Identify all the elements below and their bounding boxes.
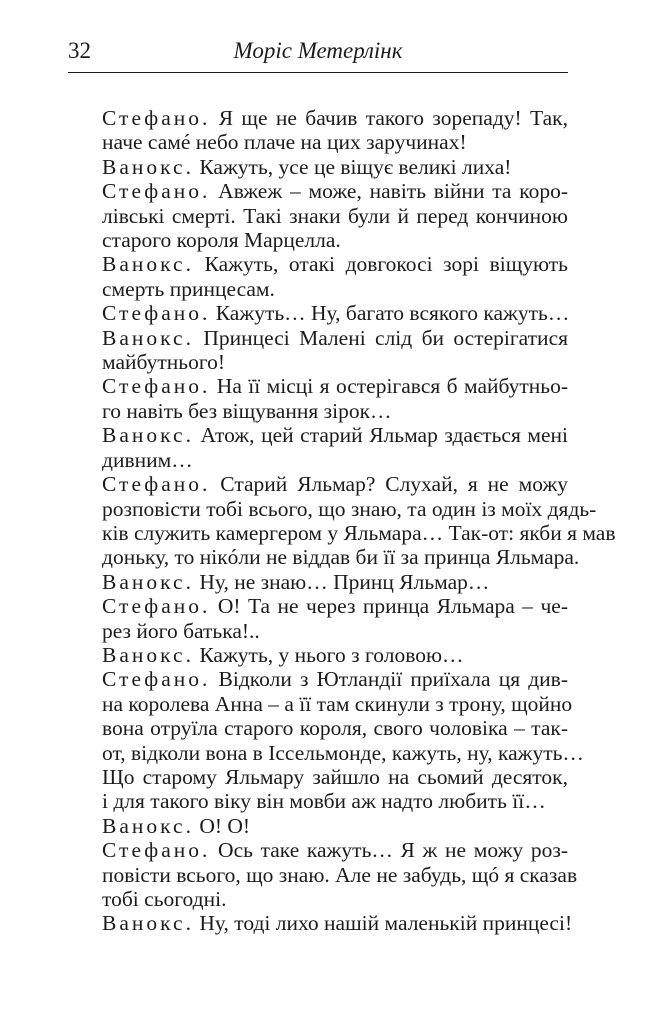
- text-line: [68, 765, 568, 789]
- speaker-name: Ванокс.: [102, 154, 194, 179]
- line-text: лівські смерті. Такі знаки були й перед кончиною: [102, 203, 568, 228]
- dialogue-paragraph: [68, 838, 578, 911]
- dialogue-paragraph: [68, 570, 568, 594]
- text-line: [68, 301, 568, 325]
- line-text: Авжеж – може, навіть війни та коро-: [218, 179, 568, 204]
- dialogue-paragraph: [68, 301, 568, 325]
- text-line: [68, 155, 568, 179]
- dialogue-paragraph: [68, 667, 584, 814]
- line-text: тобі сьогодні.: [102, 887, 227, 911]
- text-line: [68, 374, 568, 398]
- dialogue-text: [68, 106, 616, 936]
- dialogue-paragraph: [68, 374, 568, 423]
- speaker-name: Стефано.: [102, 374, 211, 399]
- line-text: Кажуть, у нього з головою…: [199, 642, 464, 667]
- text-line: [68, 911, 573, 936]
- line-text: Кажуть, усе це віщує великі лиха!: [199, 154, 512, 179]
- line-text: Відколи з Ютландії приїхала ця див-: [218, 667, 568, 692]
- speaker-name: Ванокс.: [102, 252, 194, 277]
- text-line: [68, 204, 568, 228]
- line-text: ків служить камергером у Яльмара… Так-от: якби я мав: [102, 520, 616, 545]
- text-line: [68, 130, 568, 154]
- line-text: Ну, тоді лихо нашій маленькій принцесі!: [199, 911, 573, 936]
- line-text: на королева Анна – а її там скинули з трону, щойно: [102, 691, 573, 716]
- text-line: [68, 691, 573, 716]
- running-title: Моріс Метерлінк: [233, 38, 403, 63]
- text-line: [68, 862, 578, 887]
- dialogue-paragraph: [68, 472, 616, 570]
- line-text: вона отруїла старого короля, свого чоловіка – так-: [102, 716, 568, 741]
- text-line: [68, 838, 568, 862]
- text-line: [68, 277, 568, 301]
- text-line: [68, 179, 568, 203]
- line-text: смерть принцесам.: [102, 276, 275, 301]
- dialogue-paragraph: [68, 423, 568, 472]
- text-line: [68, 496, 597, 521]
- dialogue-paragraph: [68, 814, 568, 838]
- header-rule: [68, 72, 568, 73]
- line-text: О! О!: [199, 813, 251, 838]
- line-text: го навіть без віщування зірок…: [102, 398, 392, 423]
- line-text: Ну, не знаю… Принц Яльмар…: [199, 569, 490, 594]
- text-line: [68, 667, 568, 691]
- dialogue-paragraph: [68, 252, 568, 301]
- running-header: [68, 38, 568, 68]
- speaker-name: Ванокс.: [102, 642, 194, 667]
- speaker-name: Ванокс.: [102, 813, 194, 838]
- text-line: [68, 252, 568, 276]
- text-line: [68, 887, 568, 911]
- line-text: і для такого віку він мовби аж надто любить її…: [102, 789, 546, 814]
- page-number: 32: [68, 38, 91, 63]
- speaker-name: Стефано.: [102, 179, 211, 204]
- line-text: от, відколи вона в Іссельмонде, кажуть, ну, кажуть…: [102, 740, 584, 765]
- speaker-name: Стефано.: [102, 667, 211, 692]
- dialogue-paragraph: [68, 179, 568, 252]
- text-line: [68, 814, 568, 838]
- line-text: Старий Яльмар? Слухай, я не можу: [220, 472, 569, 497]
- dialogue-paragraph: [68, 326, 568, 375]
- text-line: [68, 545, 580, 570]
- text-line: [68, 789, 568, 813]
- text-line: [68, 643, 568, 667]
- line-text: О! Та не через принца Яльмара – че-: [217, 594, 569, 619]
- dialogue-paragraph: [68, 911, 573, 936]
- speaker-name: Стефано.: [102, 301, 211, 326]
- text-line: [68, 423, 568, 447]
- dialogue-paragraph: [68, 155, 568, 179]
- speaker-name: Ванокс.: [102, 423, 194, 448]
- speaker-name: Стефано.: [102, 472, 211, 497]
- text-line: [68, 399, 568, 423]
- text-line: [68, 594, 568, 618]
- line-text: майбутнього!: [102, 350, 226, 375]
- text-line: [68, 326, 568, 350]
- line-text: дивним…: [102, 447, 193, 472]
- line-text: Атож, цей старий Яльмар здається мені: [200, 423, 568, 448]
- line-text: Що старому Яльмару зайшло на сьомий десяток,: [102, 764, 568, 789]
- line-text: наче самé небо плаче на цих заручинах!: [102, 130, 467, 155]
- line-text: Я ще не бачив такого зорепаду! Так,: [218, 106, 569, 130]
- dialogue-paragraph: [68, 106, 568, 155]
- line-text: Принцесі Малені слід би остерігатися: [203, 325, 568, 350]
- speaker-name: Стефано.: [102, 838, 211, 863]
- text-line: [68, 228, 568, 252]
- speaker-name: Стефано.: [102, 106, 211, 130]
- dialogue-paragraph: [68, 594, 568, 643]
- line-text: доньку, то нікóли не віддав би її за принца Яльмара.: [102, 545, 580, 570]
- line-text: Кажуть… Ну, багато всякого кажуть…: [215, 301, 570, 326]
- line-text: розповісти тобі всього, що знаю, та один із моїх дядь-: [102, 496, 597, 521]
- speaker-name: Ванокс.: [102, 325, 194, 350]
- text-line: [68, 619, 568, 643]
- text-line: [68, 520, 616, 545]
- text-line: [68, 570, 568, 594]
- line-text: старого короля Марцелла.: [102, 228, 341, 253]
- text-line: [68, 740, 584, 765]
- book-page: [68, 38, 616, 936]
- text-line: [68, 716, 568, 740]
- speaker-name: Стефано.: [102, 594, 211, 619]
- speaker-name: Ванокс.: [102, 569, 194, 594]
- line-text: На її місці я остерігався б майбутньо-: [216, 374, 569, 399]
- speaker-name: Ванокс.: [102, 911, 194, 936]
- line-text: Кажуть, отакі довгокосі зорі віщують: [204, 252, 568, 277]
- text-line: [68, 472, 568, 496]
- dialogue-paragraph: [68, 643, 568, 667]
- line-text: рез його батька!..: [102, 618, 260, 643]
- text-line: [68, 350, 568, 374]
- line-text: Ось таке кажуть… Я ж не можу роз-: [218, 838, 568, 863]
- text-line: [68, 448, 568, 472]
- text-line: [68, 106, 568, 130]
- line-text: повісти всього, що знаю. Але не забудь, щó я сказав: [102, 862, 578, 887]
